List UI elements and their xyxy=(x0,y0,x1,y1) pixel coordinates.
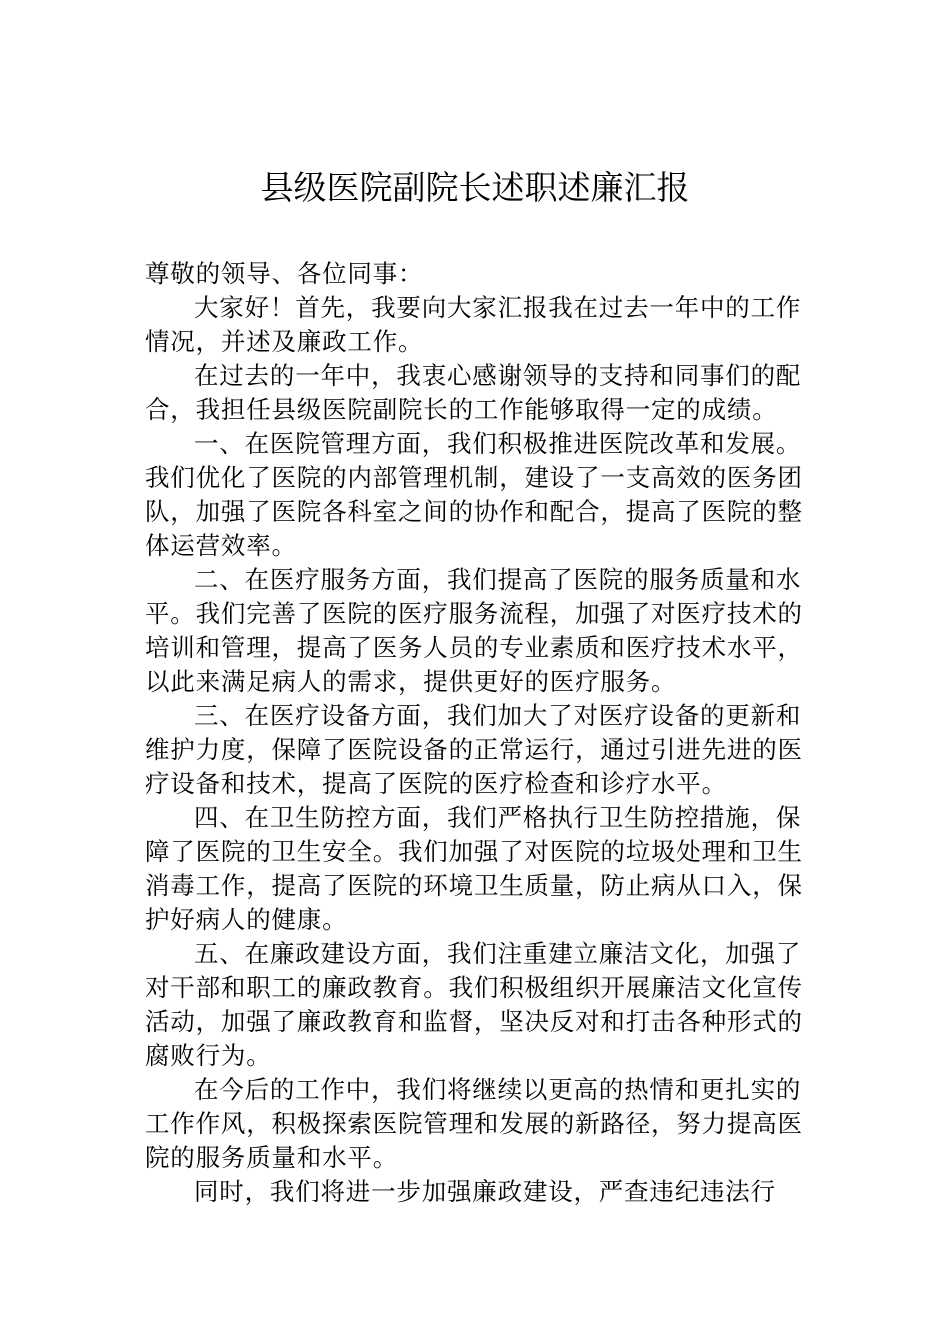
paragraph-medical-equipment: 三、在医疗设备方面，我们加大了对医疗设备的更新和维护力度，保障了医院设备的正常运行，通过引进先进的医疗设备和技术，提高了医院的医疗检查和诊疗水平。 xyxy=(145,701,803,798)
paragraph-thanks: 在过去的一年中，我衷心感谢领导的支持和同事们的配合，我担任县级医院副院长的工作能够取得一定的成绩。 xyxy=(145,361,802,424)
document-title: 县级医院副院长述职述廉汇报 xyxy=(260,168,690,207)
paragraph-management: 一、在医院管理方面，我们积极推进医院改革和发展。我们优化了医院的内部管理机制，建设了一支高效的医务团队，加强了医院各科室之间的协作和配合，提高了医院的整体运营效率。 xyxy=(145,429,803,560)
paragraph-greeting: 大家好！首先，我要向大家汇报我在过去一年中的工作情况，并述及廉政工作。 xyxy=(145,293,802,356)
paragraph-medical-service: 二、在医疗服务方面，我们提高了医院的服务质量和水平。我们完善了医院的医疗服务流程，加强了对医疗技术的培训和管理，提高了医务人员的专业素质和医疗技术水平，以此来满足病人的需求，提供更好的医疗服务。 xyxy=(145,565,803,696)
paragraph-integrity-building: 五、在廉政建设方面，我们注重建立廉洁文化，加强了对干部和职工的廉政教育。我们积极组织开展廉洁文化宣传活动，加强了廉政教育和监督，坚决反对和打击各种形式的腐败行为。 xyxy=(145,939,803,1070)
paragraph-future-work: 在今后的工作中，我们将继续以更高的热情和更扎实的工作作风，积极探索医院管理和发展的新路径，努力提高医院的服务质量和水平。 xyxy=(145,1075,803,1172)
paragraph-hygiene-control: 四、在卫生防控方面，我们严格执行卫生防控措施，保障了医院的卫生安全。我们加强了对医院的垃圾处理和卫生消毒工作，提高了医院的环境卫生质量，防止病从口入，保护好病人的健康。 xyxy=(145,803,803,934)
paragraph-meanwhile: 同时，我们将进一步加强廉政建设，严查违纪违法行 xyxy=(194,1177,776,1206)
document-body xyxy=(145,257,813,1209)
salutation: 尊敬的领导、各位同事： xyxy=(145,259,424,288)
